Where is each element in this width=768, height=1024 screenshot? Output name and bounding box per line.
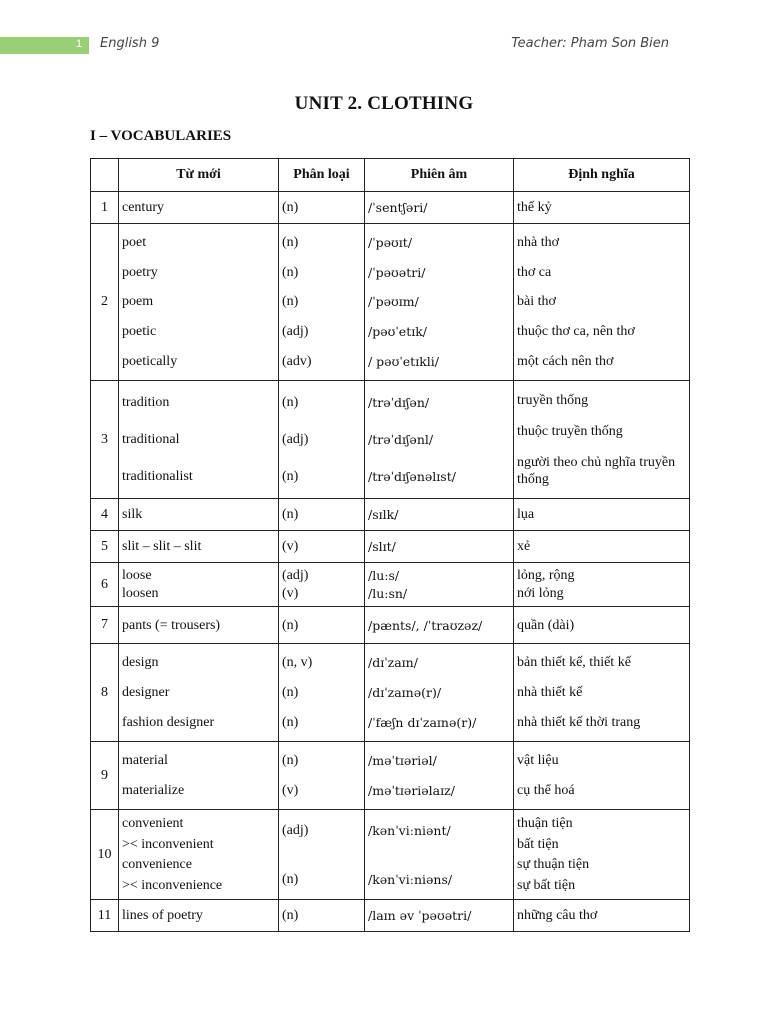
meaning: sự thuận tiện — [517, 857, 590, 873]
word-type: (n) — [282, 264, 299, 280]
row-number-cell: 11 — [91, 900, 119, 932]
word-type: (v) — [282, 539, 299, 554]
type-cell — [279, 192, 365, 224]
pronunciation: /pænts/, /ˈtraʊzəz/ — [368, 617, 483, 633]
word: loosen — [122, 586, 159, 601]
word-type: (adj) — [282, 568, 309, 583]
meaning: lụa — [517, 507, 535, 522]
meaning-cell — [514, 900, 690, 932]
word: design — [122, 655, 159, 670]
type-cell — [279, 810, 365, 900]
header-teacher: Teacher: Pham Son Bien — [511, 36, 669, 51]
word-type: (n) — [282, 715, 299, 730]
pronunciation: /məˈtɪəriəl/ — [368, 753, 437, 768]
meaning: sự bất tiện — [517, 877, 576, 893]
ipa-cell — [365, 742, 514, 810]
word: poetry — [122, 264, 158, 280]
ipa-cell — [365, 224, 514, 381]
pronunciation: /laɪn əv ˈpəʊətri/ — [368, 908, 472, 923]
row-number-cell: 10 — [91, 810, 119, 900]
table-row — [91, 900, 690, 932]
meaning-cell — [514, 531, 690, 563]
word: fashion designer — [122, 715, 215, 730]
meaning: những câu thơ — [517, 908, 598, 923]
row-number-cell: 8 — [91, 644, 119, 742]
column-header-ipa: Phiên âm — [365, 159, 514, 192]
word-type: (adj) — [282, 431, 309, 447]
type-cell — [279, 607, 365, 644]
meaning-cell — [514, 810, 690, 900]
row-number-cell: 3 — [91, 381, 119, 499]
pronunciation: /slɪt/ — [368, 539, 396, 554]
meaning: thuộc thơ ca, nên thơ — [517, 324, 635, 340]
meaning: nhà thiết kế thời trang — [517, 715, 641, 730]
word: slit – slit – slit — [122, 539, 202, 554]
table-row — [91, 563, 690, 607]
ipa-cell — [365, 192, 514, 224]
meaning: lỏng, rộng — [517, 568, 575, 583]
word: poetic — [122, 324, 157, 340]
word: material — [122, 753, 168, 768]
meaning: người theo chủ nghĩa truyền thống — [517, 454, 676, 487]
row-number-cell: 1 — [91, 192, 119, 224]
ipa-cell — [365, 563, 514, 607]
row-number-cell: 7 — [91, 607, 119, 644]
meaning: một cách nên thơ — [517, 354, 614, 370]
word-cell — [119, 607, 279, 644]
ipa-cell — [365, 531, 514, 563]
word-type: (v) — [282, 783, 299, 798]
pronunciation: /ˈpəʊɪt/ — [368, 234, 413, 250]
header-subject: English 9 — [100, 36, 160, 51]
pronunciation: /məˈtɪəriəlaɪz/ — [368, 783, 455, 798]
row-number-cell: 6 — [91, 563, 119, 607]
word: tradition — [122, 395, 170, 411]
word-type: (n) — [282, 294, 299, 310]
vocabulary-table — [90, 158, 690, 932]
table-row — [91, 531, 690, 563]
meaning-cell — [514, 563, 690, 607]
type-cell — [279, 563, 365, 607]
word: silk — [122, 507, 143, 522]
column-header-meaning: Định nghĩa — [514, 159, 690, 192]
table-row — [91, 381, 690, 499]
word-type: (n, v) — [282, 655, 313, 670]
meaning-cell — [514, 607, 690, 644]
pronunciation: /dɪˈzaɪnə(r)/ — [368, 685, 442, 700]
meaning-cell — [514, 742, 690, 810]
meaning: bản thiết kế, thiết kế — [517, 655, 631, 670]
word: pants (= trousers) — [122, 617, 221, 633]
meaning: xẻ — [517, 539, 531, 554]
meaning-cell — [514, 224, 690, 381]
column-header-type: Phân loại — [279, 159, 365, 192]
pronunciation: /kənˈviːniənt/ — [368, 822, 451, 838]
column-header-number — [91, 159, 119, 192]
word-type: (adj) — [282, 822, 309, 838]
pronunciation: /trəˈdɪʃənl/ — [368, 431, 434, 447]
meaning: bài thơ — [517, 294, 556, 310]
word-type: (n) — [282, 685, 299, 700]
vocabulary-table-body — [91, 192, 690, 932]
word-cell — [119, 381, 279, 499]
word: convenience — [122, 857, 192, 873]
type-cell — [279, 531, 365, 563]
word-type: (n) — [282, 617, 299, 633]
table-row — [91, 644, 690, 742]
table-row — [91, 499, 690, 531]
meaning-cell — [514, 499, 690, 531]
word-cell — [119, 810, 279, 900]
table-row — [91, 810, 690, 900]
meaning: cụ thể hoá — [517, 783, 575, 798]
ipa-cell — [365, 810, 514, 900]
meaning: nới lỏng — [517, 586, 564, 601]
pronunciation: /pəʊˈetɪk/ — [368, 324, 428, 340]
meaning-cell — [514, 644, 690, 742]
pronunciation: /ˈpəʊətri/ — [368, 264, 426, 280]
ipa-cell — [365, 607, 514, 644]
word-cell — [119, 499, 279, 531]
word: poet — [122, 234, 147, 250]
pronunciation: /luːsn/ — [368, 586, 408, 601]
word-cell — [119, 563, 279, 607]
meaning-cell — [514, 192, 690, 224]
table-header-row — [91, 159, 690, 192]
meaning: nhà thơ — [517, 234, 560, 250]
pronunciation: /ˈsentʃəri/ — [368, 200, 428, 215]
type-cell — [279, 499, 365, 531]
meaning: truyền thống — [517, 392, 589, 408]
table-row — [91, 224, 690, 381]
type-cell — [279, 742, 365, 810]
table-row — [91, 607, 690, 644]
word: lines of poetry — [122, 908, 203, 923]
word: poem — [122, 294, 154, 310]
row-number-cell: 4 — [91, 499, 119, 531]
pronunciation: /ˈfæʃn dɪˈzaɪnə(r)/ — [368, 715, 477, 730]
pronunciation: /kənˈviːniəns/ — [368, 871, 453, 887]
pronunciation: /trəˈdɪʃənəlɪst/ — [368, 468, 456, 484]
type-cell — [279, 900, 365, 932]
page-title: UNIT 2. CLOTHING — [294, 93, 474, 114]
row-number-cell: 9 — [91, 742, 119, 810]
meaning: vật liệu — [517, 753, 559, 768]
row-number-cell: 2 — [91, 224, 119, 381]
word: designer — [122, 685, 170, 700]
word-type: (n) — [282, 507, 299, 522]
word-type: (n) — [282, 468, 299, 484]
word: convenient — [122, 816, 184, 832]
section-title: I – VOCABULARIES — [90, 128, 232, 144]
type-cell — [279, 381, 365, 499]
ipa-cell — [365, 499, 514, 531]
word-cell — [119, 531, 279, 563]
meaning: quần (dài) — [517, 617, 575, 633]
ipa-cell — [365, 644, 514, 742]
word: century — [122, 200, 164, 215]
word-type: (n) — [282, 908, 299, 923]
column-header-word: Từ mới — [119, 159, 279, 192]
pronunciation: /sɪlk/ — [368, 507, 399, 522]
meaning-cell — [514, 381, 690, 499]
word: traditionalist — [122, 468, 193, 484]
word-type: (adj) — [282, 324, 309, 340]
meaning: nhà thiết kế — [517, 685, 583, 700]
word-cell — [119, 742, 279, 810]
word-type: (n) — [282, 395, 299, 411]
word-type: (n) — [282, 871, 299, 887]
word: traditional — [122, 431, 180, 447]
word-type: (n) — [282, 753, 299, 768]
word-type: (n) — [282, 200, 299, 215]
meaning: thuộc truyền thống — [517, 423, 623, 439]
word-cell — [119, 224, 279, 381]
word-type: (adv) — [282, 354, 312, 370]
meaning: thơ ca — [517, 264, 552, 280]
page-number: 1 — [75, 38, 83, 50]
pronunciation: /ˈpəʊɪm/ — [368, 294, 419, 310]
word-type: (n) — [282, 234, 299, 250]
meaning: bất tiện — [517, 836, 559, 852]
meaning: thế kỷ — [517, 200, 552, 215]
table-row — [91, 192, 690, 224]
ipa-cell — [365, 900, 514, 932]
type-cell — [279, 224, 365, 381]
table-row — [91, 742, 690, 810]
word: >< inconvenience — [122, 877, 223, 893]
meaning: thuận tiện — [517, 816, 573, 832]
pronunciation: /luːs/ — [368, 568, 400, 583]
word: poetically — [122, 354, 178, 370]
word: loose — [122, 568, 152, 583]
ipa-cell — [365, 381, 514, 499]
pronunciation: /dɪˈzaɪn/ — [368, 655, 418, 670]
word-type: (v) — [282, 586, 299, 601]
pronunciation: /trəˈdɪʃən/ — [368, 395, 430, 411]
type-cell — [279, 644, 365, 742]
row-number-cell: 5 — [91, 531, 119, 563]
word-cell — [119, 192, 279, 224]
word-cell — [119, 900, 279, 932]
word: >< inconvenient — [122, 836, 214, 852]
word: materialize — [122, 783, 185, 798]
pronunciation: / pəʊˈetɪkli/ — [368, 354, 439, 370]
word-cell — [119, 644, 279, 742]
